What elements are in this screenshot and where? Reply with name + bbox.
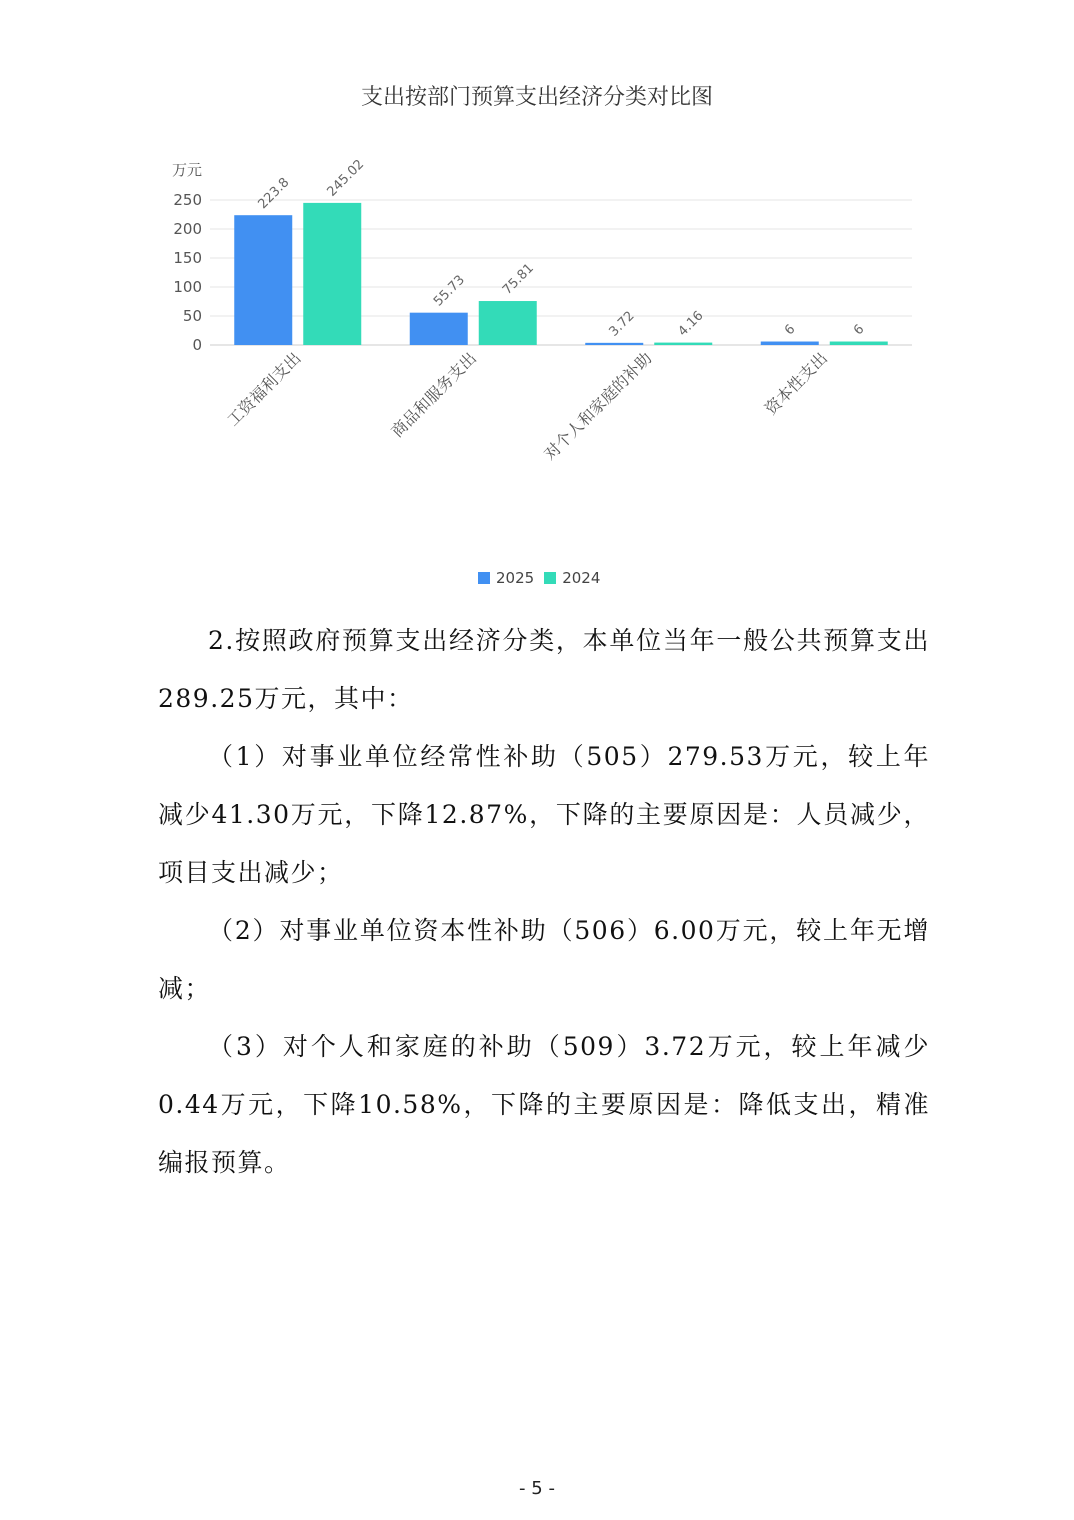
y-tick-label-0: 0 — [192, 336, 202, 354]
paragraph-item-506: （2）对事业单位资本性补助（506）6.00万元，较上年无增减； — [158, 916, 930, 1003]
bar-chart — [0, 0, 1074, 560]
data-label-2024-1: 75.81 — [499, 260, 537, 298]
y-tick-label-200: 200 — [173, 220, 202, 238]
data-label-2024-2: 4.16 — [675, 308, 707, 340]
paragraph-item-505: （1）对事业单位经常性补助（505）279.53万元，较上年减少41.30万元，下降12.87%，下降的主要原因是：人员减少，项目支出减少； — [158, 742, 930, 887]
chart-title: 支出按部门预算支出经济分类对比图 — [360, 85, 713, 110]
legend-item-2024[interactable] — [544, 569, 600, 587]
bar-2025-2 — [585, 343, 643, 345]
paragraph-summary: 2.按照政府预算支出经济分类，本单位当年一般公共预算支出289.25万元，其中： — [158, 626, 930, 713]
y-tick-label-150: 150 — [173, 249, 202, 267]
legend-label-2025: 2025 — [496, 569, 535, 587]
y-tick-label-50: 50 — [182, 307, 202, 325]
category-label-2: 对个人和家庭的补助 — [540, 348, 656, 464]
legend-swatch-2025 — [478, 572, 490, 584]
bar-2024-3 — [830, 342, 888, 345]
data-label-2025-1: 55.73 — [430, 272, 468, 310]
category-label-3: 资本性支出 — [761, 348, 832, 419]
body-text — [158, 612, 930, 1192]
category-label-0: 工资福利支出 — [223, 348, 305, 430]
legend-item-2025[interactable] — [478, 569, 534, 587]
y-axis-label: 万元 — [171, 161, 202, 179]
legend-label-2024: 2024 — [562, 569, 601, 587]
paragraph-item-509: （3）对个人和家庭的补助（509）3.72万元，较上年减少0.44万元，下降10.58%，下降的主要原因是：降低支出，精准编报预算。 — [158, 1032, 930, 1177]
page-number: - 5 - — [519, 1478, 555, 1499]
data-label-2025-3: 6 — [781, 321, 799, 339]
data-label-2025-2: 3.72 — [606, 308, 638, 340]
data-label-2024-0: 245.02 — [324, 156, 368, 200]
category-label-1: 商品和服务支出 — [387, 348, 481, 442]
chart-legend — [478, 569, 610, 587]
bar-2025-3 — [761, 342, 819, 345]
bar-2024-1 — [479, 301, 537, 345]
legend-swatch-2024 — [544, 572, 556, 584]
bar-2025-1 — [410, 313, 468, 345]
y-tick-label-100: 100 — [173, 278, 202, 296]
bar-2024-0 — [303, 203, 361, 345]
bar-2025-0 — [234, 215, 292, 345]
bar-2024-2 — [654, 343, 712, 345]
y-tick-label-250: 250 — [173, 191, 202, 209]
data-label-2025-0: 223.8 — [255, 175, 293, 213]
data-label-2024-3: 6 — [850, 321, 868, 339]
